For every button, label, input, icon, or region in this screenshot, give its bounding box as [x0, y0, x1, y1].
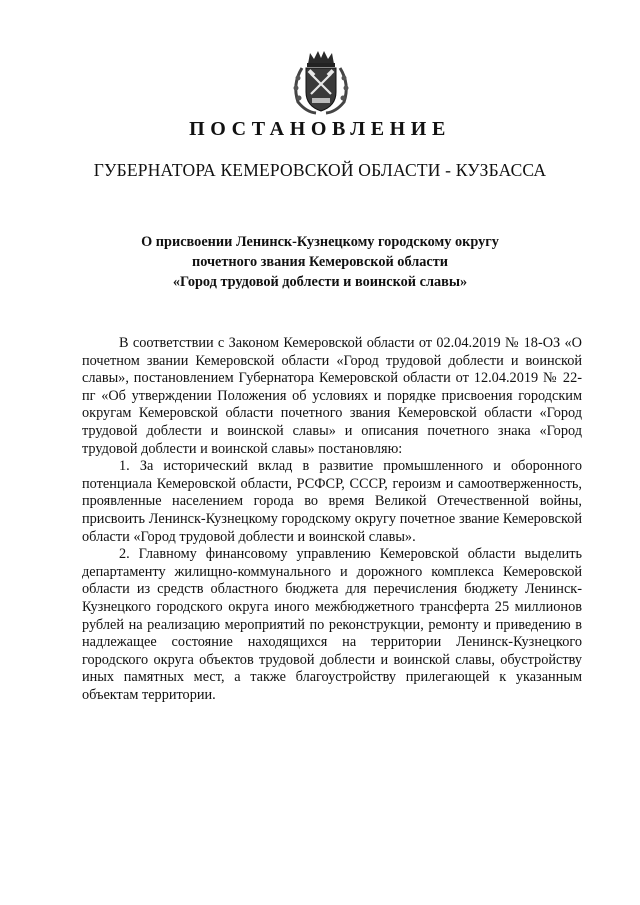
document-body	[82, 335, 582, 704]
document-title	[80, 232, 560, 292]
title-line: почетного звания Кемеровской области	[191, 254, 449, 270]
issuing-authority: ГУБЕРНАТОРА КЕМЕРОВСКОЙ ОБЛАСТИ - КУЗБАССА	[93, 160, 547, 180]
clause-2-paragraph: 2. Главному финансовому управлению Кемеровской области выделить департаменту жилищно-коммунального и дорожного комплекса Кемеровской области из средств областного бюджета для перечисления бюджету Ленинск-Кузнецкого городского округа иного межбюджетного трансферта 25 миллионов рублей на реализацию мероприятий по реконструкции, ремонту и приведению в надлежащее состояние находящихся на территории Ленинск-Кузнецкого городского округа объектов трудовой доблести и воинской славы, обустройству иных памятных мест, а также благоустройству прилегающей к указанным объектам территории.	[82, 546, 582, 703]
clause-1-paragraph: 1. За исторический вклад в развитие промышленного и оборонного потенциала Кемеровской области, РСФСР, СССР, героизм и самоотверженность, проявленные населением города во время Великой Отечественной войны, присвоить Ленинск-Кузнецкому городскому округу почетное звание Кемеровской области «Город трудовой доблести и воинской славы».	[82, 458, 582, 545]
preamble-paragraph: В соответствии с Законом Кемеровской области от 02.04.2019 № 18-ОЗ «О почетном звании Кемеровской области «Город трудовой доблести и воинской славы», постановлением Губернатора Кемеровской области от 12.04.2019 № 22-пг «Об утверждении Положения об условиях и порядке присвоения городским округам Кемеровской области почетного звания Кемеровской области «Город трудовой доблести и воинской славы» и описания почетного знака «Город трудовой доблести и воинской славы» постановляю:	[82, 335, 582, 457]
document-type-heading: ПОСТАНОВЛЕНИЕ	[189, 118, 451, 140]
kemerovo-coat-of-arms-icon	[290, 50, 352, 116]
title-line: О присвоении Ленинск-Кузнецкому городскому округу	[141, 234, 499, 250]
title-line: «Город трудовой доблести и воинской славы»	[172, 274, 468, 290]
